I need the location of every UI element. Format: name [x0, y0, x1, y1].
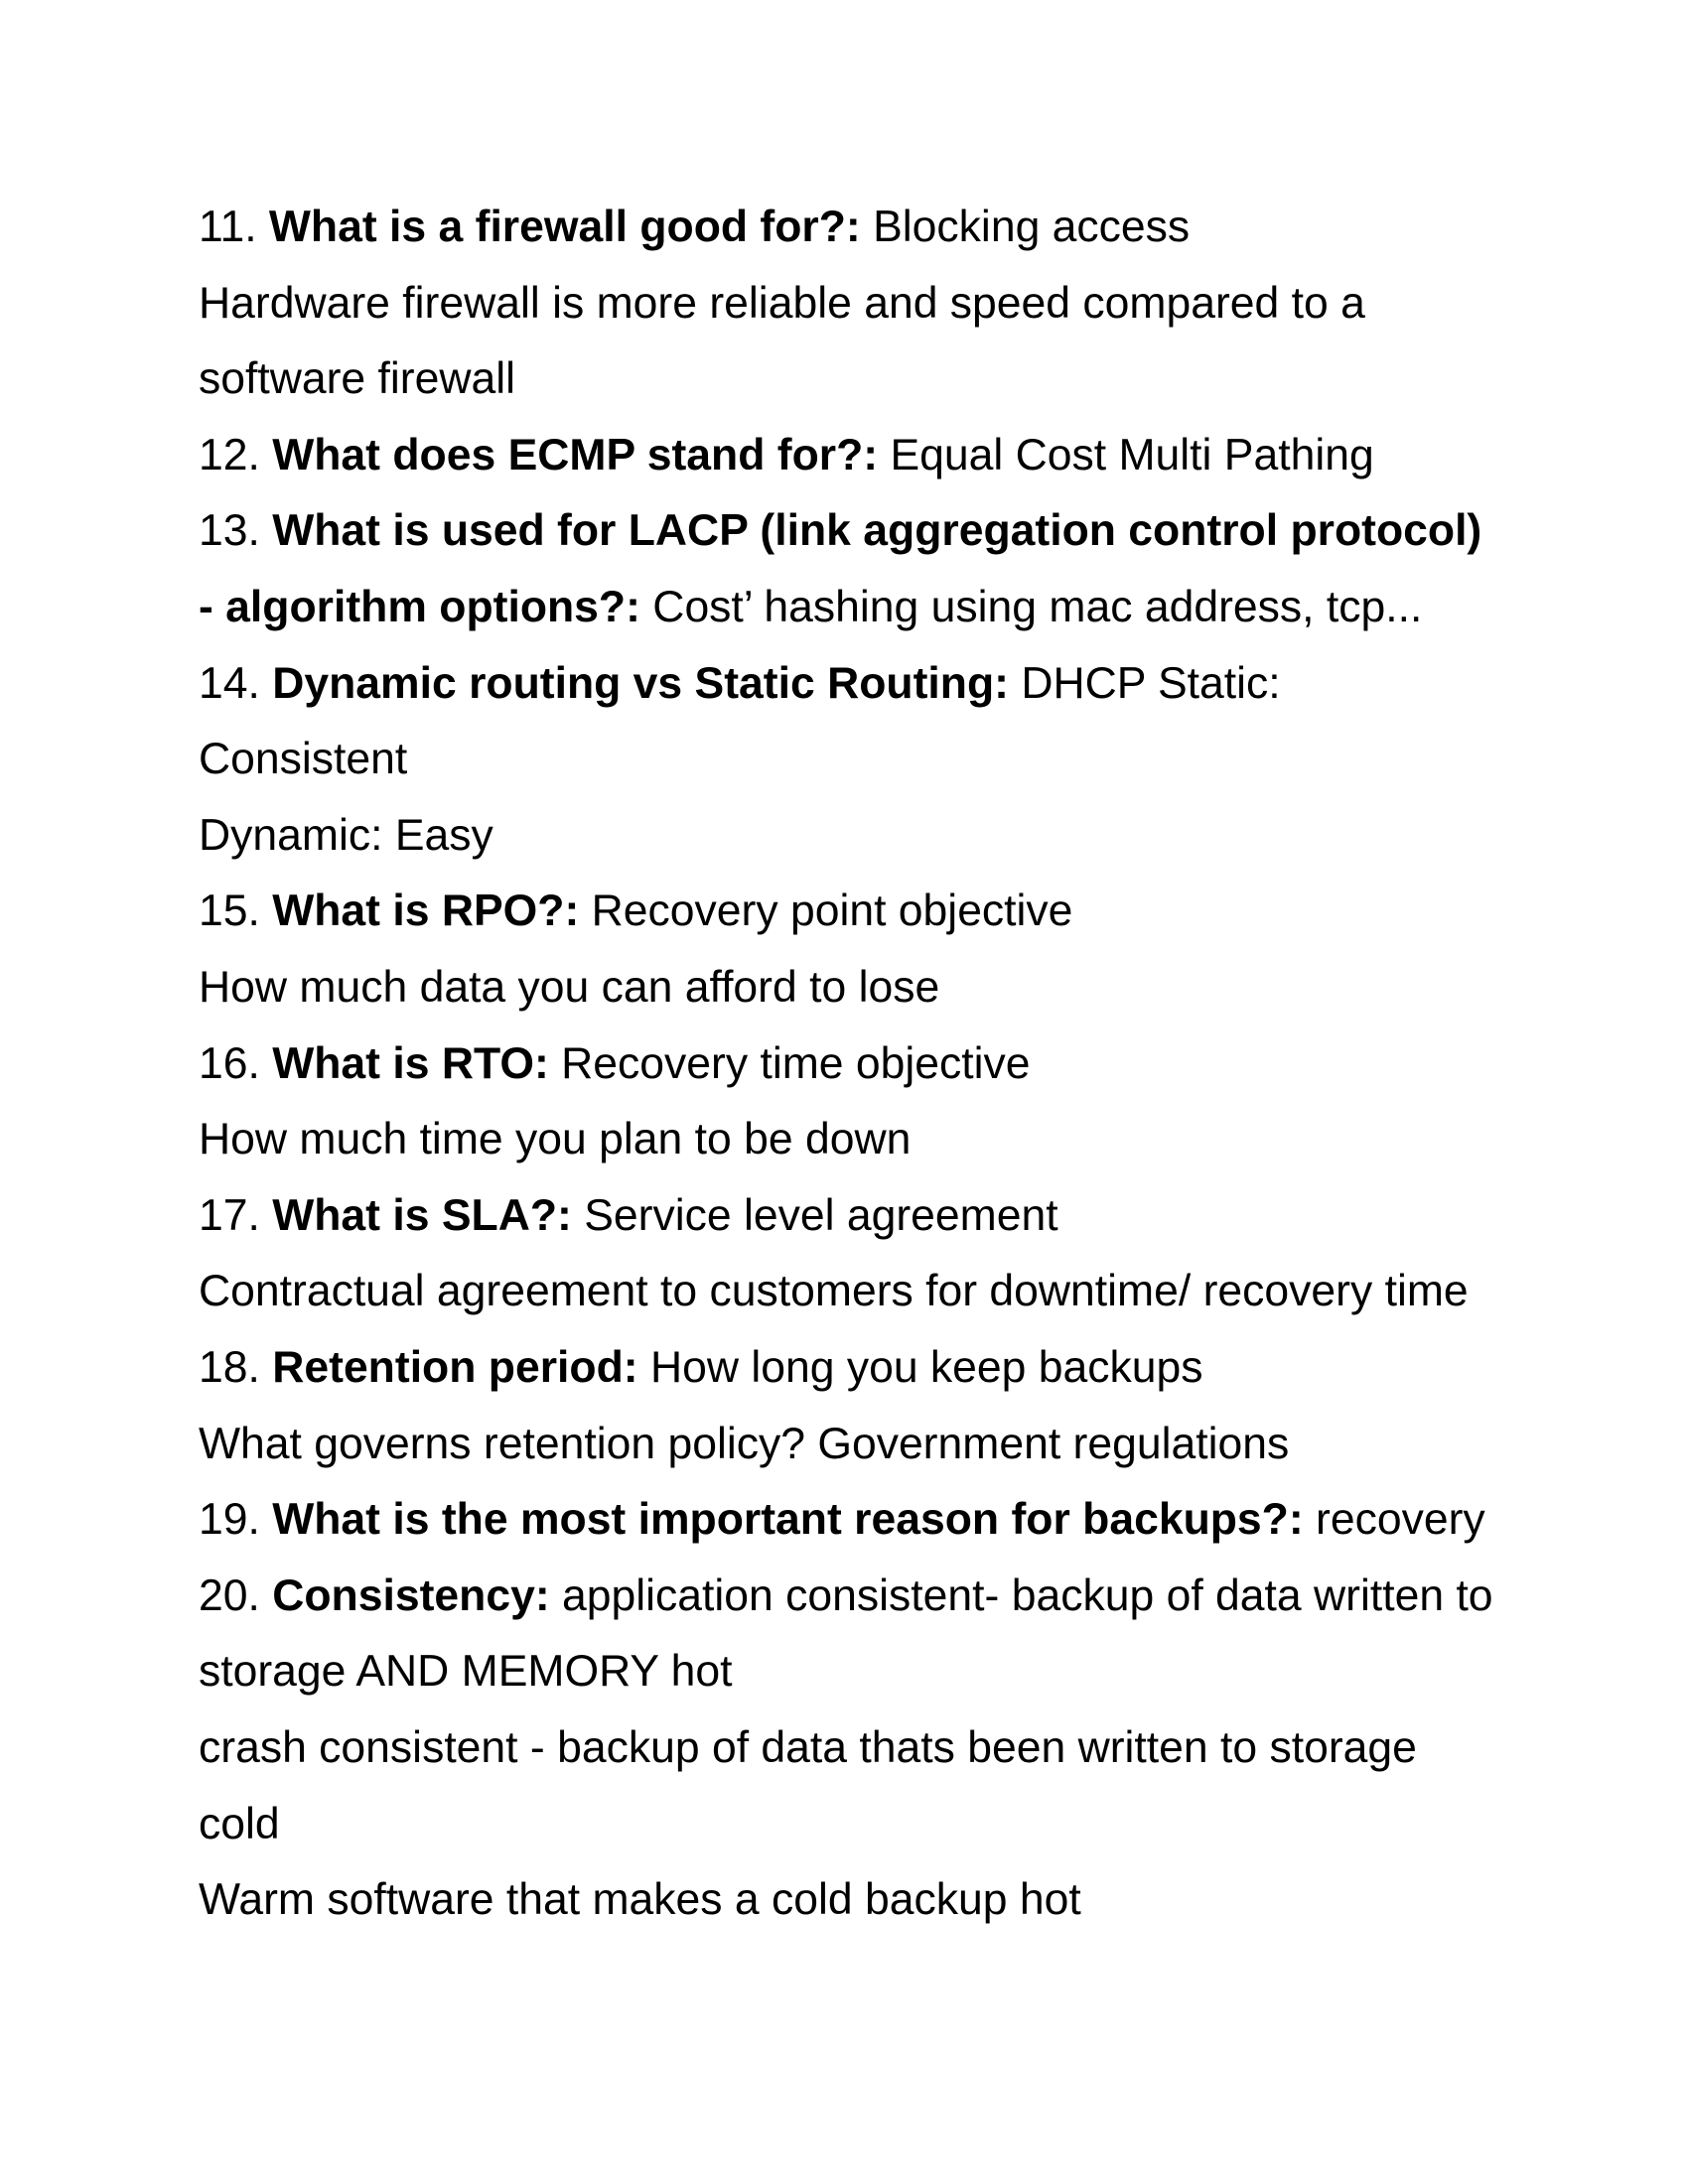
- q13-line-2: [199, 578, 1422, 637]
- q20-answer-app-cont: storage AND MEMORY hot: [199, 1647, 733, 1696]
- q20-answer: application consistent- backup of data written to: [549, 1571, 1493, 1620]
- q12-question: What does ECMP stand for?:: [272, 431, 879, 479]
- q20-answer-line-4: [199, 1795, 280, 1854]
- q11-line: [199, 198, 1190, 257]
- q14-answer-static: Consistent: [199, 735, 408, 783]
- q20-line: [199, 1567, 1493, 1626]
- q16-line: [199, 1034, 1031, 1094]
- q11-answer: Blocking access: [860, 203, 1191, 251]
- q20-answer-crash: crash consistent - backup of data thats been written to storage: [199, 1723, 1417, 1772]
- q11-answer-detail-cont: software firewall: [199, 354, 516, 403]
- q11-question: What is a firewall good for?:: [268, 203, 861, 251]
- q17-line: [199, 1186, 1058, 1246]
- q18-answer: How long you keep backups: [637, 1343, 1203, 1392]
- q12-answer: Equal Cost Multi Pathing: [878, 431, 1374, 479]
- q15-line: [199, 882, 1072, 941]
- q19-number: 19.: [199, 1495, 273, 1544]
- q14-question: Dynamic routing vs Static Routing:: [272, 659, 1009, 708]
- q16-number: 16.: [199, 1039, 273, 1088]
- q17-answer-detail: Contractual agreement to customers for downtime/ recovery time: [199, 1267, 1469, 1315]
- q17-question: What is SLA?:: [272, 1191, 572, 1240]
- q15-question: What is RPO?:: [272, 887, 580, 935]
- q20-question: Consistency:: [272, 1571, 550, 1620]
- q12-line: [199, 426, 1374, 485]
- q13-question: What is used for LACP (link aggregation control protocol): [272, 506, 1482, 555]
- q20-answer-line-5: [199, 1870, 1081, 1930]
- q11-answer-line-2: [199, 274, 1365, 334]
- q17-answer-line-2: [199, 1262, 1469, 1321]
- q20-answer-line-3: [199, 1718, 1417, 1778]
- q14-answer-line-2: [199, 730, 407, 789]
- q15-answer-detail: How much data you can afford to lose: [199, 963, 940, 1012]
- q12-number: 12.: [199, 431, 273, 479]
- q17-answer: Service level agreement: [571, 1191, 1058, 1240]
- q20-number: 20.: [199, 1571, 273, 1620]
- q11-answer-detail: Hardware firewall is more reliable and speed compared to a: [199, 279, 1365, 328]
- q14-answer-line-3: [199, 806, 493, 866]
- q19-line: [199, 1490, 1485, 1550]
- q15-answer: Recovery point objective: [579, 887, 1073, 935]
- q14-line: [199, 654, 1281, 714]
- q18-question: Retention period:: [272, 1343, 638, 1392]
- q16-answer-line-2: [199, 1110, 911, 1169]
- q19-answer: recovery: [1303, 1495, 1485, 1544]
- q16-question: What is RTO:: [272, 1039, 549, 1088]
- q11-number: 11.: [199, 203, 269, 251]
- q16-answer-detail: How much time you plan to be down: [199, 1115, 912, 1163]
- q14-answer: DHCP Static:: [1008, 659, 1281, 708]
- q14-number: 14.: [199, 659, 273, 708]
- q18-answer-detail: What governs retention policy? Government regulations: [199, 1420, 1290, 1468]
- q20-answer-line-2: [199, 1642, 733, 1702]
- q15-number: 15.: [199, 887, 273, 935]
- q13-line: [199, 501, 1481, 561]
- q18-answer-line-2: [199, 1415, 1289, 1474]
- q17-number: 17.: [199, 1191, 273, 1240]
- q11-answer-line-3: [199, 349, 515, 409]
- q19-question: What is the most important reason for backups?:: [272, 1495, 1304, 1544]
- q20-answer-warm: Warm software that makes a cold backup hot: [199, 1875, 1081, 1924]
- q13-question-cont: - algorithm options?:: [199, 583, 640, 631]
- q16-answer: Recovery time objective: [548, 1039, 1031, 1088]
- q20-answer-crash-cont: cold: [199, 1800, 280, 1848]
- q18-line: [199, 1338, 1203, 1398]
- q13-number: 13.: [199, 506, 273, 555]
- q15-answer-line-2: [199, 958, 939, 1018]
- q18-number: 18.: [199, 1343, 273, 1392]
- q14-answer-dynamic: Dynamic: Easy: [199, 811, 493, 860]
- q13-answer: Cost’ hashing using mac address, tcp...: [639, 583, 1423, 631]
